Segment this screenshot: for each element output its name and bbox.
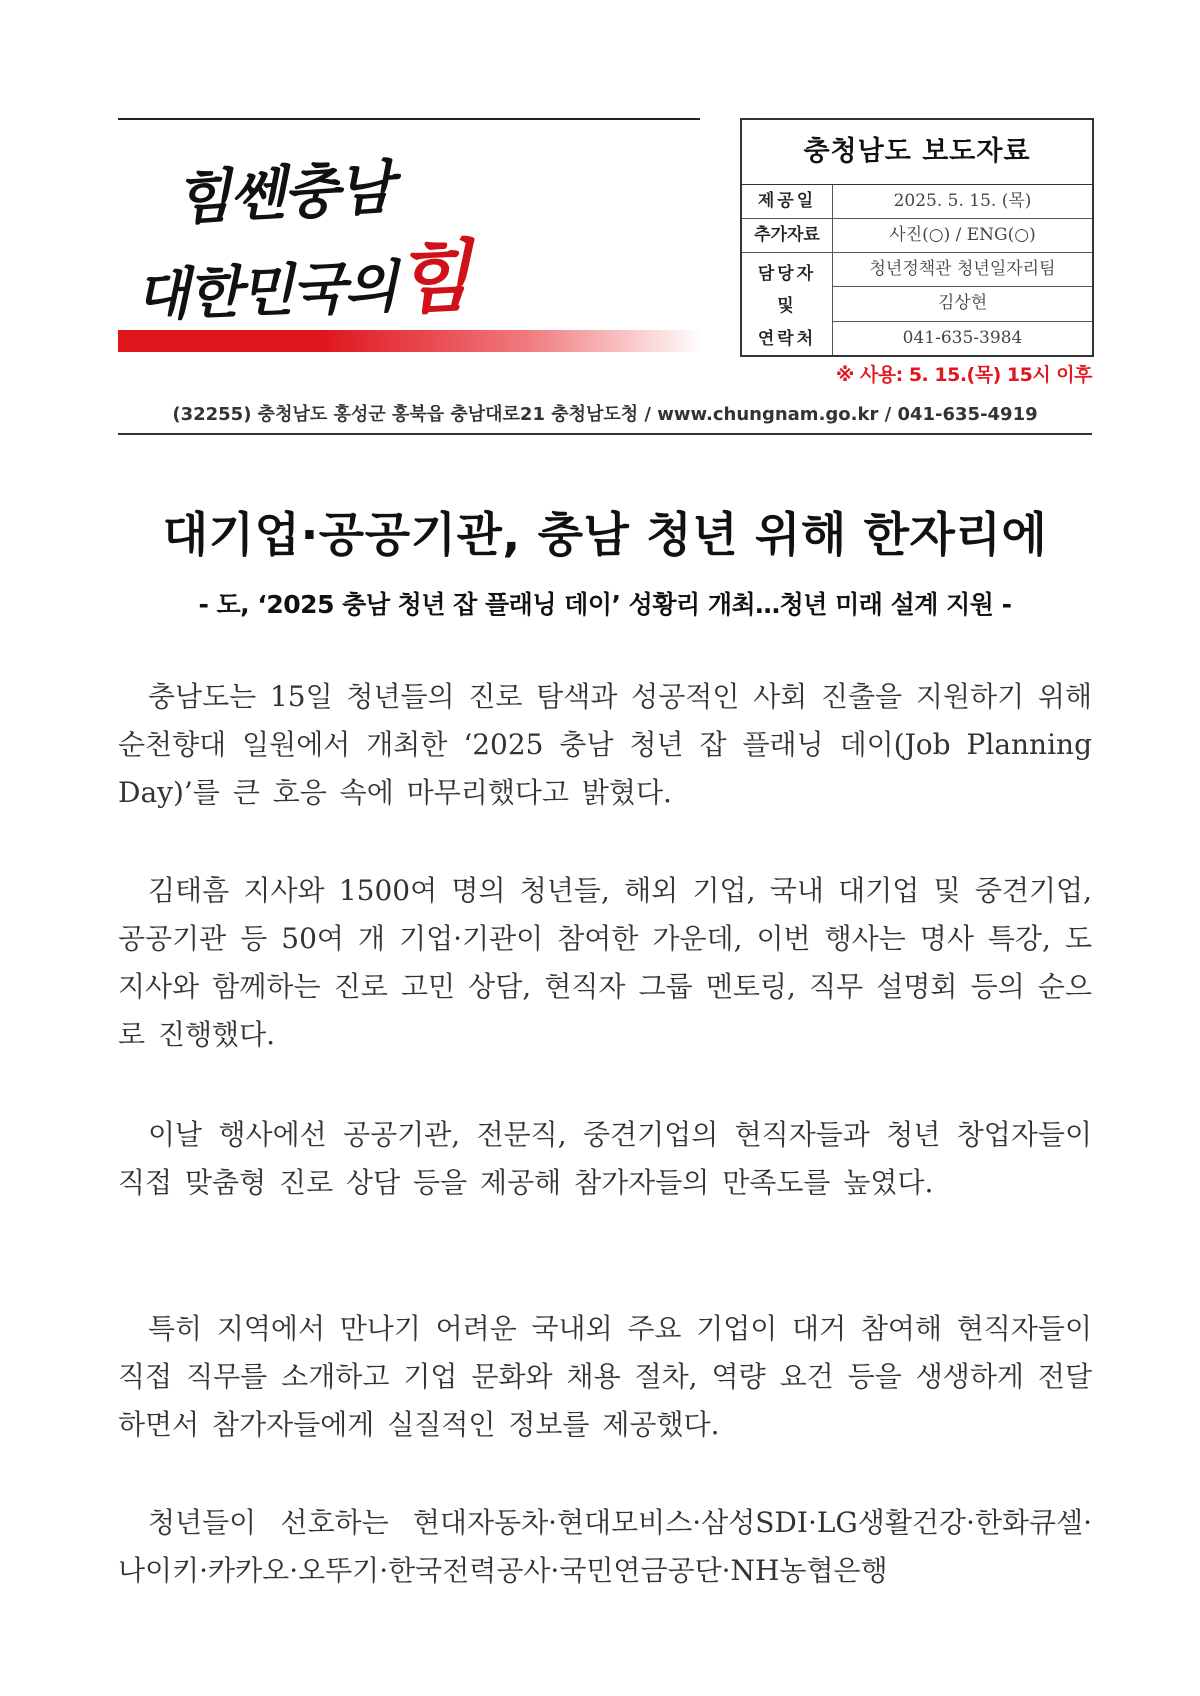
- address-rule: [118, 433, 1092, 435]
- subheadline: - 도, ‘2025 충남 청년 잡 플래닝 데이’ 성황리 개최…청년 미래 설계 지원 -: [198, 590, 1012, 619]
- logo-accent: 힘: [394, 232, 471, 325]
- attachments-value: 사진(○) / ENG(○): [889, 225, 1036, 245]
- header-top-rule: [118, 118, 700, 120]
- embargo-notice: ※ 사용: 5. 15.(목) 15시 이후: [835, 364, 1092, 386]
- paragraph: 특히 지역에서 만나기 어려운 국내외 주요 기업이 대거 참여해 현직자들이 직접 직무를 소개하고 기업 문화와 채용 절차, 역량 요건 등을 생생하게 전달하면서 참가자들에게 실질적인 정보를 제공했다.: [118, 1312, 1092, 1441]
- paragraph: 청년들이 선호하는 현대자동차·현대모비스·삼성SDI·LG생활건강·한화큐셀·나이키·카카오·오뚜기·한국전력공사·국민연금공단·NH농협은행: [118, 1506, 1092, 1587]
- contact-department: 청년정책관 청년일자리팀: [833, 253, 1092, 287]
- header-red-gradient-bar: [118, 330, 703, 352]
- release-date-row: [742, 185, 1092, 219]
- chungnam-slogan-logo: [134, 140, 490, 329]
- contact-phone: 041-635-3984: [902, 327, 1023, 348]
- press-release-info-box: [740, 118, 1094, 357]
- contact-values: [833, 253, 1092, 355]
- release-date-label: 제공일: [742, 185, 833, 218]
- contact-block: [742, 253, 1092, 355]
- paragraph: 이날 행사에선 공공기관, 전문직, 중견기업의 현직자들과 청년 창업자들이 직접 맞춤형 진로 상담 등을 제공해 참가자들의 만족도를 높였다.: [118, 1118, 1092, 1199]
- contact-label-line-2: 및: [777, 296, 797, 317]
- logo-line-2-text: 대한민국의: [134, 254, 398, 329]
- paragraph: 김태흠 지사와 1500여 명의 청년들, 해외 기업, 국내 대기업 및 중견기업, 공공기관 등 50여 개 기업·기관이 참여한 가운데, 이번 행사는 명사 특강, 도지사와 함께하는 진로 고민 상담, 현직자 그룹 멘토링, 직무 설명회 등의 순으로 진행했다.: [118, 874, 1092, 1051]
- logo-line-1: 힘쎈충남: [173, 153, 394, 233]
- contact-label: [742, 253, 833, 355]
- attachments-label: 추가자료: [742, 219, 833, 252]
- contact-label-line-1: 담당자: [757, 263, 817, 284]
- office-address: (32255) 충청남도 홍성군 홍북읍 충남대로21 충청남도청 / www.chungnam.go.kr / 041-635-4919: [172, 404, 1038, 425]
- logo-line-2: [133, 214, 471, 338]
- headline: 대기업·공공기관, 충남 청년 위해 한자리에: [162, 508, 1048, 563]
- paragraph: 충남도는 15일 청년들의 진로 탐색과 성공적인 사회 진출을 지원하기 위해 순천향대 일원에서 개최한 ‘2025 충남 청년 잡 플래닝 데이(Job Planning Day)’를 큰 호응 속에 마무리했다고 밝혔다.: [118, 680, 1092, 809]
- contact-person: 김상현: [833, 287, 1092, 321]
- press-release-title: 충청남도 보도자료: [742, 120, 1092, 185]
- attachments-row: [742, 219, 1092, 253]
- contact-label-line-3: 연락처: [757, 329, 817, 350]
- release-date-value: 2025. 5. 15. (목): [893, 191, 1032, 211]
